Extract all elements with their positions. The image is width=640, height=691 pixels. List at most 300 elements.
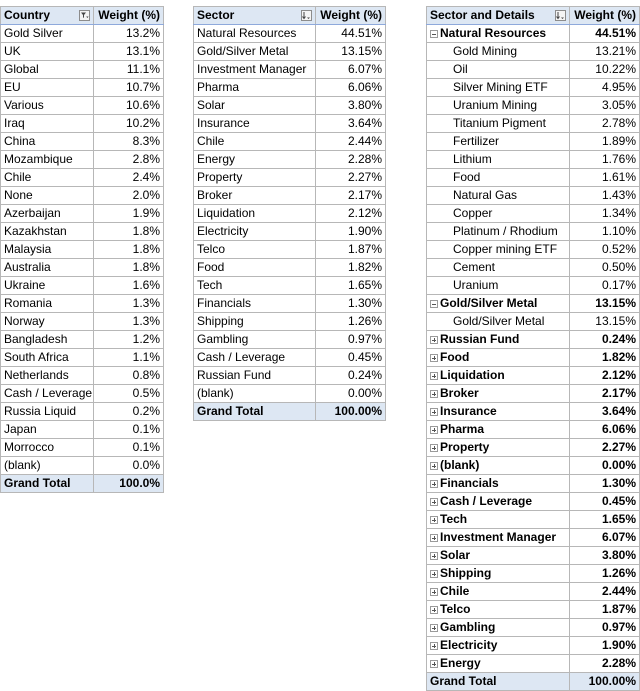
row-value: 13.15% [316,43,386,61]
row-label: Telco [440,602,471,616]
row-value: 3.05% [570,97,640,115]
row-label: Australia [1,259,94,277]
row-value: 0.1% [94,439,164,457]
row-value: 0.5% [94,385,164,403]
sector-group-row[interactable] [427,655,640,673]
collapse-minus-icon[interactable] [430,30,438,38]
row-label-cell [427,169,570,187]
row-value: 10.7% [94,79,164,97]
sector-group-row[interactable] [427,403,640,421]
row-value: 2.44% [570,583,640,601]
row-value: 3.80% [570,547,640,565]
row-label: Broker [440,386,479,400]
row-value: 2.44% [316,133,386,151]
expand-plus-icon[interactable] [430,570,438,578]
row-value: 0.52% [570,241,640,259]
details-weight-header[interactable]: Weight (%) [570,7,640,25]
collapse-minus-icon[interactable] [430,300,438,308]
row-value: 1.82% [570,349,640,367]
sector-row[interactable] [194,25,386,43]
row-value: 6.07% [316,61,386,79]
row-label: China [1,133,94,151]
detail-row[interactable] [427,169,640,187]
row-value: 1.65% [570,511,640,529]
detail-row[interactable] [427,241,640,259]
row-label: Russian Fund [194,367,316,385]
expand-plus-icon[interactable] [430,336,438,344]
row-label: Gambling [440,620,496,634]
row-label: Food [453,170,481,184]
row-label-cell [427,349,570,367]
expand-plus-icon[interactable] [430,606,438,614]
row-value: 1.1% [94,349,164,367]
row-label: Chile [194,133,316,151]
row-label: Copper [453,206,493,220]
row-label: Romania [1,295,94,313]
country-row[interactable] [1,277,164,295]
detail-row[interactable] [427,277,640,295]
expand-plus-icon[interactable] [430,498,438,506]
row-label: EU [1,79,94,97]
row-value: 2.12% [570,367,640,385]
row-value: 1.87% [316,241,386,259]
row-label: Ukraine [1,277,94,295]
row-label-cell [427,547,570,565]
row-value: 0.0% [94,457,164,475]
row-label-cell [427,115,570,133]
sector-row[interactable] [194,349,386,367]
sector-group-row[interactable] [427,349,640,367]
row-label: Netherlands [1,367,94,385]
row-label: Cement [453,260,496,274]
country-row[interactable] [1,439,164,457]
row-label-cell [427,133,570,151]
row-label: Shipping [440,566,492,580]
expand-plus-icon[interactable] [430,588,438,596]
sector-row[interactable] [194,367,386,385]
row-label-cell [427,493,570,511]
row-label: Investment Manager [440,530,557,544]
row-label: Solar [194,97,316,115]
country-row[interactable] [1,187,164,205]
row-label: Property [440,440,490,454]
country-row[interactable] [1,385,164,403]
row-value: 2.28% [570,655,640,673]
row-value: 0.45% [316,349,386,367]
row-value: 0.1% [94,421,164,439]
country-row[interactable] [1,97,164,115]
row-label-cell [427,601,570,619]
sector-row[interactable] [194,259,386,277]
row-label: Financials [194,295,316,313]
row-value: 6.06% [316,79,386,97]
expand-plus-icon[interactable] [430,534,438,542]
sector-group-row[interactable] [427,295,640,313]
sector-group-row[interactable] [427,529,640,547]
row-value: 1.43% [570,187,640,205]
expand-plus-icon[interactable] [430,660,438,668]
sector-group-row[interactable] [427,367,640,385]
row-value: 1.3% [94,313,164,331]
row-value: 1.26% [570,565,640,583]
country-header-row [1,7,164,25]
sector-row[interactable] [194,79,386,97]
grand-total-label: Grand Total [1,475,94,493]
sector-group-row[interactable] [427,547,640,565]
sector-group-row[interactable] [427,25,640,43]
row-value: 3.64% [570,403,640,421]
row-label-cell [427,295,570,313]
row-label: South Africa [1,349,94,367]
row-label: Natural Gas [453,188,518,202]
sector-row[interactable] [194,133,386,151]
sector-row[interactable] [194,331,386,349]
sector-group-row[interactable] [427,619,640,637]
sector-group-row[interactable] [427,439,640,457]
expand-plus-icon[interactable] [430,642,438,650]
row-value: 1.2% [94,331,164,349]
row-label: Global [1,61,94,79]
row-label: Insurance [194,115,316,133]
row-value: 10.22% [570,61,640,79]
row-value: 2.17% [316,187,386,205]
row-label: Solar [440,548,471,562]
expand-plus-icon[interactable] [430,552,438,560]
row-label: Lithium [453,152,492,166]
expand-plus-icon[interactable] [430,444,438,452]
sector-group-row[interactable] [427,601,640,619]
detail-row[interactable] [427,133,640,151]
row-label: Energy [440,656,481,670]
row-value: 0.45% [570,493,640,511]
row-value: 44.51% [316,25,386,43]
row-value: 8.3% [94,133,164,151]
row-value: 1.8% [94,259,164,277]
country-row[interactable] [1,79,164,97]
expand-plus-icon[interactable] [430,390,438,398]
row-label-cell [427,61,570,79]
details-total-row [427,673,640,691]
row-value: 3.64% [316,115,386,133]
row-value: 0.8% [94,367,164,385]
grand-total-label: Grand Total [427,673,570,691]
row-label: Gold/Silver Metal [440,296,538,310]
row-label-cell [427,97,570,115]
expand-plus-icon[interactable] [430,462,438,470]
detail-row[interactable] [427,79,640,97]
row-label-cell [427,367,570,385]
row-value: 1.34% [570,205,640,223]
row-value: 1.87% [570,601,640,619]
sector-row[interactable] [194,97,386,115]
row-label: Telco [194,241,316,259]
row-value: 1.65% [316,277,386,295]
country-row[interactable] [1,313,164,331]
grand-total-value: 100.00% [316,403,386,421]
row-label-cell [427,277,570,295]
row-label: (blank) [1,457,94,475]
country-pivot-table [0,6,164,493]
sector-header-cell[interactable] [194,7,316,25]
row-label: Property [194,169,316,187]
sector-group-row[interactable] [427,331,640,349]
row-value: 1.3% [94,295,164,313]
row-value: 1.76% [570,151,640,169]
row-value: 2.27% [570,439,640,457]
row-label: Shipping [194,313,316,331]
expand-plus-icon[interactable] [430,354,438,362]
row-label: Platinum / Rhodium [453,224,558,238]
row-value: 13.15% [570,295,640,313]
row-label-cell [427,331,570,349]
row-label-cell [427,637,570,655]
row-value: 44.51% [570,25,640,43]
row-label: Mozambique [1,151,94,169]
row-label-cell [427,205,570,223]
detail-row[interactable] [427,97,640,115]
row-label: Malaysia [1,241,94,259]
row-label: Gold/Silver Metal [194,43,316,61]
row-label: Pharma [440,422,485,436]
sector-details-pivot-table [426,6,640,691]
row-value: 1.6% [94,277,164,295]
row-label: Food [194,259,316,277]
row-value: 13.15% [570,313,640,331]
country-row[interactable] [1,295,164,313]
row-label: Cash / Leverage [1,385,94,403]
row-value: 10.2% [94,115,164,133]
row-label: (blank) [194,385,316,403]
row-label: UK [1,43,94,61]
sector-group-row[interactable] [427,385,640,403]
row-label: Gold Mining [453,44,518,58]
country-total-row [1,475,164,493]
country-row[interactable] [1,223,164,241]
row-label: Tech [194,277,316,295]
row-label-cell [427,565,570,583]
sector-header-row [194,7,386,25]
row-value: 1.26% [316,313,386,331]
sector-weight-header[interactable]: Weight (%) [316,7,386,25]
country-row[interactable] [1,421,164,439]
row-label: Natural Resources [194,25,316,43]
sector-pivot-table [193,6,386,421]
row-value: 0.97% [316,331,386,349]
row-label-cell [427,511,570,529]
row-label: Japan [1,421,94,439]
row-value: 2.17% [570,385,640,403]
sector-group-row[interactable] [427,511,640,529]
country-row[interactable] [1,259,164,277]
row-label: Electricity [194,223,316,241]
row-label: Russian Fund [440,332,520,346]
sector-row[interactable] [194,115,386,133]
row-label-cell [427,43,570,61]
sector-group-row[interactable] [427,583,640,601]
detail-row[interactable] [427,313,640,331]
detail-row[interactable] [427,259,640,277]
sector-group-row[interactable] [427,565,640,583]
expand-plus-icon[interactable] [430,624,438,632]
row-value: 1.90% [316,223,386,241]
country-row[interactable] [1,151,164,169]
row-value: 4.95% [570,79,640,97]
sector-header-label: Sector [197,8,235,22]
sector-row[interactable] [194,151,386,169]
row-label: Liquidation [194,205,316,223]
row-label: Gold/Silver Metal [453,314,545,328]
row-label: Titanium Pigment [453,116,546,130]
row-value: 11.1% [94,61,164,79]
row-value: 1.61% [570,169,640,187]
expand-plus-icon[interactable] [430,408,438,416]
detail-row[interactable] [427,61,640,79]
row-value: 0.2% [94,403,164,421]
row-label-cell [427,421,570,439]
detail-row[interactable] [427,187,640,205]
sector-group-row[interactable] [427,457,640,475]
row-value: 0.50% [570,259,640,277]
sector-total-row [194,403,386,421]
row-label-cell [427,151,570,169]
country-row[interactable] [1,331,164,349]
row-label-cell [427,25,570,43]
row-value: 2.4% [94,169,164,187]
sector-row[interactable] [194,241,386,259]
details-header-label: Sector and Details [430,8,535,22]
sector-row[interactable] [194,313,386,331]
country-row[interactable] [1,205,164,223]
details-header-cell[interactable] [427,7,570,25]
detail-row[interactable] [427,205,640,223]
row-label-cell [427,259,570,277]
sort-dropdown-icon[interactable] [555,10,566,21]
sector-row[interactable] [194,223,386,241]
row-label: Investment Manager [194,61,316,79]
row-label-cell [427,619,570,637]
expand-plus-icon[interactable] [430,480,438,488]
country-header-cell[interactable] [1,7,94,25]
row-label-cell [427,457,570,475]
row-value: 10.6% [94,97,164,115]
sector-row[interactable] [194,295,386,313]
row-label-cell [427,403,570,421]
country-row[interactable] [1,25,164,43]
row-label: Electricity [440,638,498,652]
sector-row[interactable] [194,187,386,205]
grand-total-label: Grand Total [194,403,316,421]
sector-row[interactable] [194,43,386,61]
sector-row[interactable] [194,61,386,79]
row-value: 13.21% [570,43,640,61]
row-label-cell [427,313,570,331]
row-label: Food [440,350,470,364]
row-label-cell [427,655,570,673]
sector-row[interactable] [194,169,386,187]
row-label: Bangladesh [1,331,94,349]
row-value: 6.06% [570,421,640,439]
country-row[interactable] [1,169,164,187]
row-label: Various [1,97,94,115]
details-header-row [427,7,640,25]
expand-plus-icon[interactable] [430,516,438,524]
row-label: Silver Mining ETF [453,80,548,94]
country-row[interactable] [1,349,164,367]
country-row[interactable] [1,133,164,151]
sector-row[interactable] [194,205,386,223]
row-label: Chile [440,584,470,598]
row-value: 0.24% [570,331,640,349]
row-value: 2.28% [316,151,386,169]
country-row[interactable] [1,115,164,133]
grand-total-value: 100.0% [94,475,164,493]
filter-dropdown-icon[interactable] [79,10,90,21]
row-label: Broker [194,187,316,205]
row-label: Liquidation [440,368,505,382]
row-value: 2.8% [94,151,164,169]
row-value: 1.30% [316,295,386,313]
row-label: None [1,187,94,205]
sector-group-row[interactable] [427,421,640,439]
detail-row[interactable] [427,223,640,241]
row-value: 1.10% [570,223,640,241]
detail-row[interactable] [427,115,640,133]
sector-row[interactable] [194,277,386,295]
row-value: 6.07% [570,529,640,547]
country-weight-header[interactable]: Weight (%) [94,7,164,25]
row-label: Pharma [194,79,316,97]
sector-row[interactable] [194,385,386,403]
row-label: Cash / Leverage [440,494,533,508]
row-value: 1.82% [316,259,386,277]
row-label: Russia Liquid [1,403,94,421]
detail-row[interactable] [427,151,640,169]
sort-dropdown-icon[interactable] [301,10,312,21]
row-label-cell [427,439,570,457]
sector-group-row[interactable] [427,493,640,511]
row-value: 3.80% [316,97,386,115]
expand-plus-icon[interactable] [430,372,438,380]
row-label: Gold Silver [1,25,94,43]
expand-plus-icon[interactable] [430,426,438,434]
country-row[interactable] [1,457,164,475]
row-label: Oil [453,62,468,76]
row-value: 2.27% [316,169,386,187]
country-row[interactable] [1,43,164,61]
row-label-cell [427,583,570,601]
row-label-cell [427,187,570,205]
row-label: (blank) [440,458,480,472]
country-row[interactable] [1,61,164,79]
country-row[interactable] [1,241,164,259]
row-label-cell [427,385,570,403]
row-label-cell [427,241,570,259]
row-label-cell [427,529,570,547]
grand-total-value: 100.00% [570,673,640,691]
row-value: 2.78% [570,115,640,133]
row-value: 0.17% [570,277,640,295]
row-label: Energy [194,151,316,169]
country-row[interactable] [1,403,164,421]
row-label: Iraq [1,115,94,133]
country-row[interactable] [1,367,164,385]
row-label: Azerbaijan [1,205,94,223]
sector-group-row[interactable] [427,475,640,493]
sector-group-row[interactable] [427,637,640,655]
row-label: Morrocco [1,439,94,457]
row-value: 1.89% [570,133,640,151]
detail-row[interactable] [427,43,640,61]
